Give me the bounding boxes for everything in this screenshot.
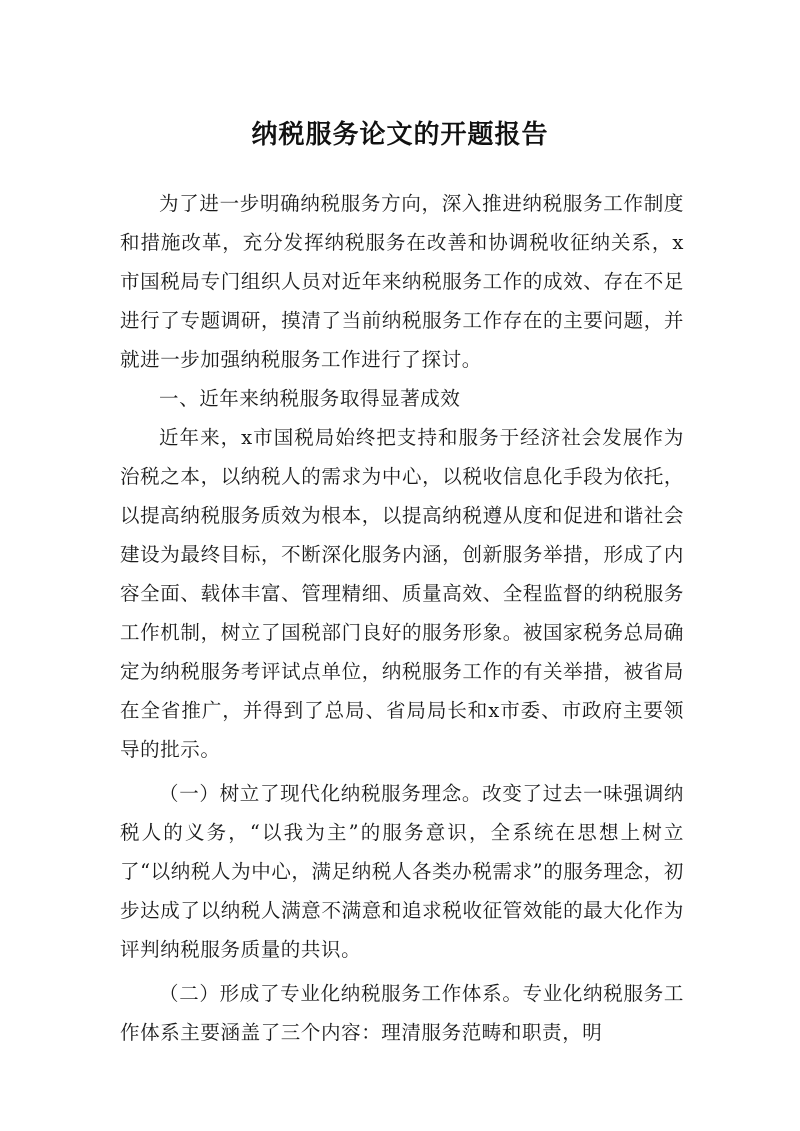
section-heading: 一、近年来纳税服务取得显著成效 — [159, 387, 461, 410]
intro-paragraph: 为了进一步明确纳税服务方向，深入推进纳税服务工作制度和措施改革，充分发挥纳税服务在改善和协调税收征纳关系，x市国税局专门组织人员对近年来纳税服务工作的成效、存在不足进行了专题调研，摸清了当前纳税服务工作存在的主要问题，并就进一步加强纳税服务工作进行了探讨。 — [120, 192, 684, 371]
subsection-paragraph: （二）形成了专业化纳税服务工作体系。专业化纳税服务工作体系主要涵盖了三个内容：理清服务范畴和职责，明 — [120, 982, 684, 1044]
document-body — [120, 184, 684, 1052]
document-title: 纳税服务论文的开题报告 — [251, 120, 549, 151]
subsection-paragraph: （一）树立了现代化纳税服务理念。改变了过去一味强调纳税人的义务，“以我为主”的服务意识，全系统在思想上树立了“以纳税人为中心，满足纳税人各类办税需求”的服务理念，初步达成了以纳税人满意不满意和追求税收征管效能的最大化作为评判纳税服务质量的共识。 — [120, 782, 684, 961]
body-paragraph: 近年来，x市国税局始终把支持和服务于经济社会发展作为治税之本，以纳税人的需求为中心，以税收信息化手段为依托，以提高纳税服务质效为根本，以提高纳税遵从度和促进和谐社会建设为最终目标，不断深化服务内涵，创新服务举措，形成了内容全面、载体丰富、管理精细、质量高效、全程监督的纳税服务工作机制，树立了国税部门良好的服务形象。被国家税务总局确定为纳税服务考评试点单位，纳税服务工作的有关举措，被省局在全省推广，并得到了总局、省局局长和x市委、市政府主要领导的批示。 — [120, 426, 684, 761]
